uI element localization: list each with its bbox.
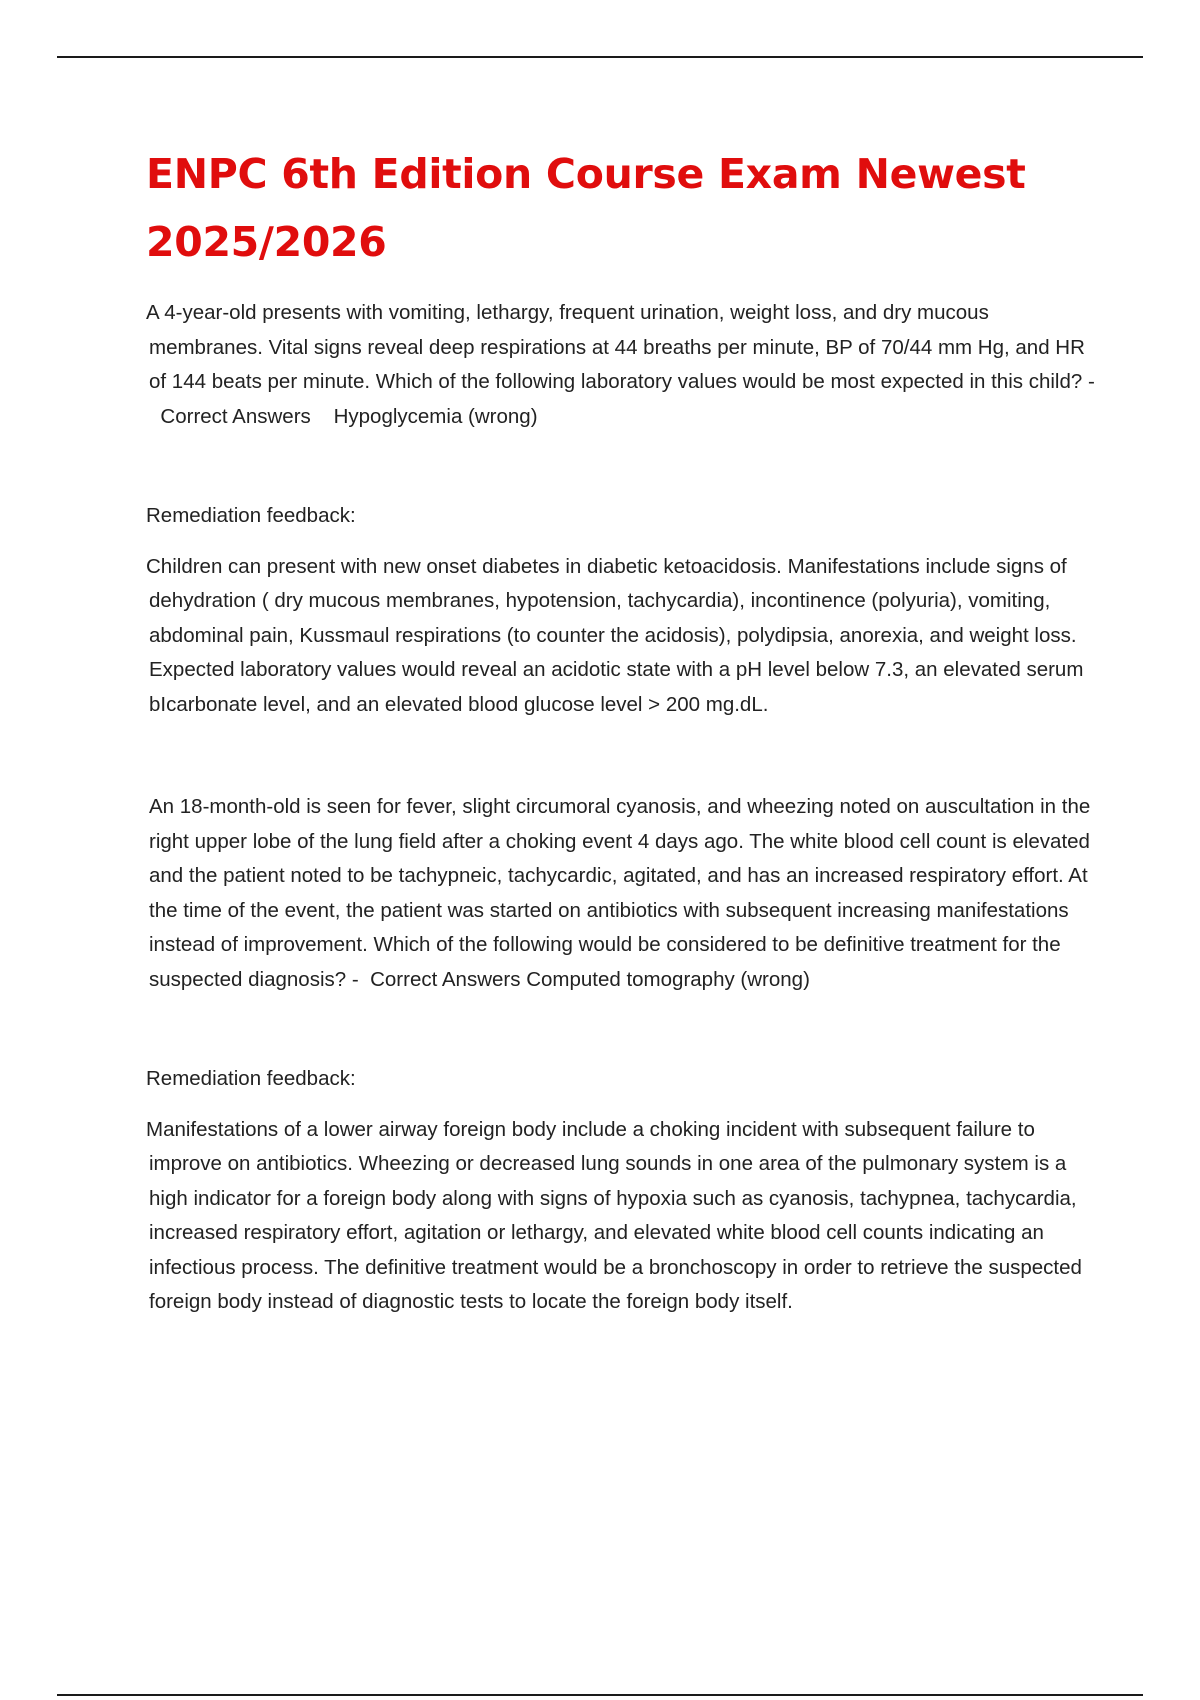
title-line-2: 2025/2026: [146, 218, 387, 266]
feedback-1-label: Remediation feedback:: [146, 504, 356, 527]
answer-2-label: Correct Answers: [370, 967, 521, 991]
question-2-text: An 18-month-old is seen for fever, slight circumoral cyanosis, and wheezing noted on auscultation in the right upper lobe of the lung field after a choking event 4 days ago. The white blood cell count is elevated and the patient noted to be tachypneic, tachycardic, agitated, and has an increased respiratory effort. At the time of the event, the patient was started on antibiotics with subsequent increasing manifestations instead of improvement. Which of the following would be considered to be definitive treatment for the suspected diagnosis? -: [149, 795, 1091, 991]
question-1-text: A 4-year-old presents with vomiting, lethargy, frequent urination, weight loss, and dry mucous membranes. Vital signs reveal deep respirations at 44 breaths per minute, BP of 70/44 mm Hg, and HR of 144 beats per minute. Which of the following laboratory values would be most expected in this child? -: [146, 301, 1095, 393]
feedback-2-text: Manifestations of a lower airway foreign body include a choking incident with subsequent failure to improve on antibiotics. Wheezing or decreased lung sounds in one area of the pulmonary system is a high indicator for a foreign body along with signs of hypoxia such as cyanosis, tachypnea, tachycardia, increased respiratory effort, agitation or lethargy, and elevated white blood cell counts indicating an infectious process. The definitive treatment would be a bronchoscopy in order to retrieve the suspected foreign body instead of diagnostic tests to locate the foreign body itself.: [146, 1117, 1082, 1313]
feedback-2-label: Remediation feedback:: [146, 1067, 356, 1090]
question-2: [146, 790, 1096, 997]
document-title: [146, 140, 1096, 276]
answer-2-text: Computed tomography (wrong): [526, 967, 810, 991]
title-line-1: ENPC 6th Edition Course Exam Newest: [146, 150, 1026, 198]
header-rule: [57, 56, 1143, 58]
footer-rule: [57, 1694, 1143, 1696]
document-page: [146, 140, 1096, 1320]
feedback-1-text: Children can present with new onset diabetes in diabetic ketoacidosis. Manifestations include signs of dehydration ( dry mucous membranes, hypotension, tachycardia), incontinence (polyuria), vomiting, abdominal pain, Kussmaul respirations (to counter the acidosis), polydipsia, anorexia, and weight loss. Expected laboratory values would reveal an acidotic state with a pH level below 7.3, an elevated serum bIcarbonate level, and an elevated blood glucose level > 200 mg.dL.: [146, 554, 1084, 716]
question-1: [146, 296, 1096, 434]
answer-1-label: Correct Answers: [160, 404, 311, 428]
answer-1-text: Hypoglycemia (wrong): [333, 404, 538, 428]
